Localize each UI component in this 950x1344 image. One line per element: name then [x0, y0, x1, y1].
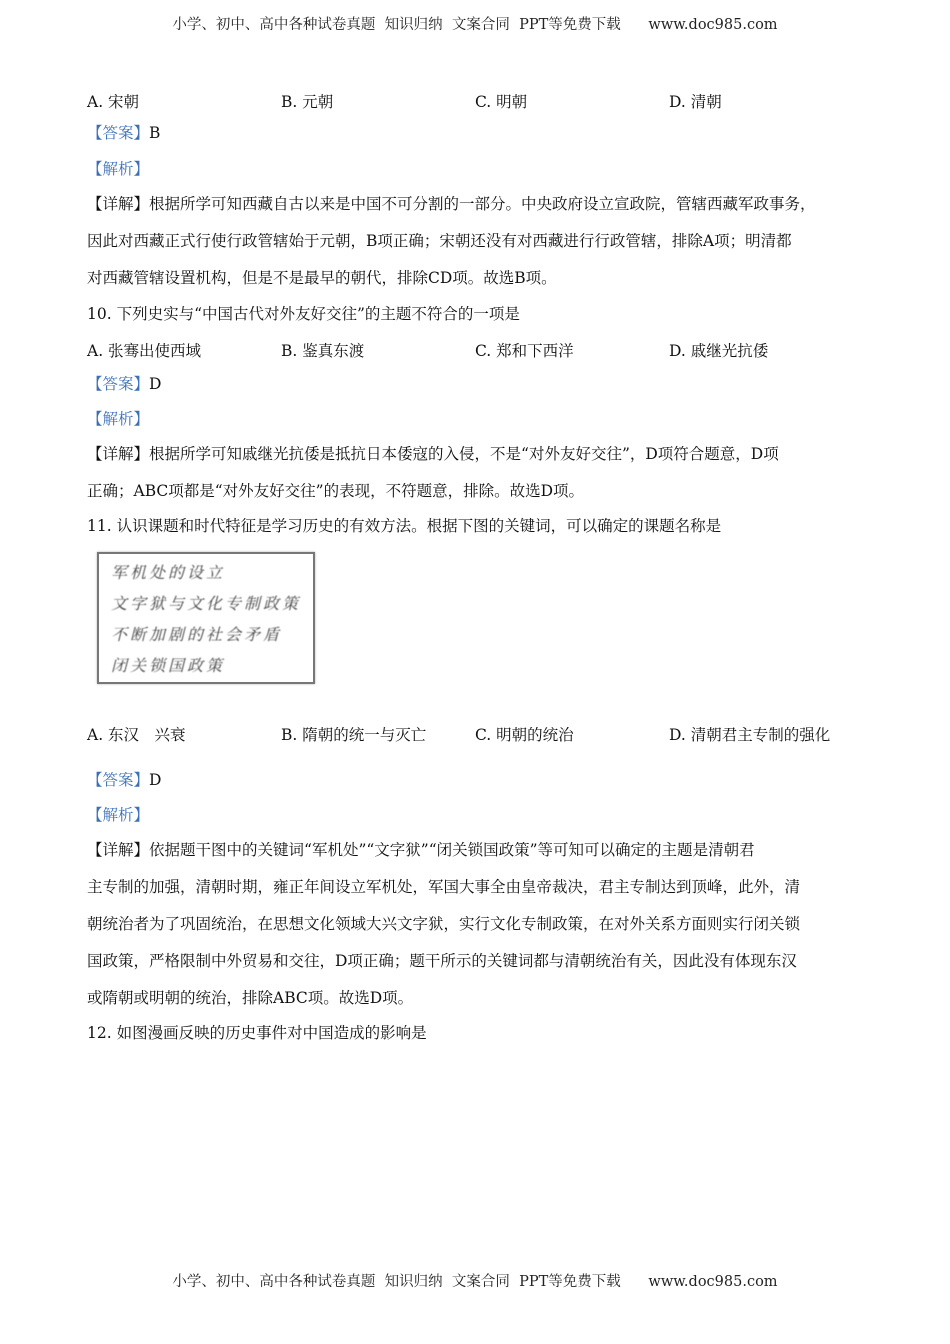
q12-question: 12. 如图漫画反映的历史事件对中国造成的影响是 [87, 1024, 427, 1042]
q10-detail-line [87, 444, 779, 464]
q11-detail-line [87, 840, 755, 860]
q9-option-c: C. 明朝 [475, 93, 528, 111]
q10-detail-line: 正确；ABC项都是“对外友好交往”的表现，不符题意，排除。故选D项。 [87, 482, 585, 500]
answer-value: D [149, 771, 162, 789]
q9-option-a: A. 宋朝 [87, 93, 140, 111]
q11-option-b: B. 隋朝的统一与灭亡 [281, 726, 427, 744]
q11-detail-line: 朝统治者为了巩固统治，在思想文化领域大兴文字狱，实行文化专制政策，在对外关系方面则实行闭关锁 [87, 915, 801, 933]
detail-label: 【详解】 [87, 195, 150, 213]
q11-answer [87, 770, 161, 790]
keyword-line: 文字狱与文化专制政策 [111, 594, 302, 613]
keyword-line: 不断加剧的社会矛盾 [111, 625, 283, 644]
answer-value: D [149, 375, 162, 393]
detail-label: 【详解】 [87, 841, 150, 859]
page-footer: 小学、初中、高中各种试卷真题 知识归纳 文案合同 PPT等免费下载 www.doc985.com [172, 1274, 778, 1290]
q10-option-a: A. 张骞出使西域 [87, 342, 202, 360]
answer-label: 【答案】 [87, 375, 150, 393]
keyword-line: 军机处的设立 [111, 563, 226, 582]
q10-option-c: C. 郑和下西洋 [475, 342, 574, 360]
keyword-line: 闭关锁国政策 [111, 656, 226, 675]
q9-detail-line: 对西藏管辖设置机构，但是不是最早的朝代，排除CD项。故选B项。 [87, 269, 557, 287]
q9-option-d: D. 清朝 [669, 93, 722, 111]
q11-detail-line: 主专制的加强，清朝时期，雍正年间设立军机处，军国大事全由皇帝裁决，君主专制达到顶峰，此外，清 [87, 878, 801, 896]
q11-question: 11. 认识课题和时代特征是学习历史的有效方法。根据下图的关键词，可以确定的课题名称是 [87, 517, 722, 535]
detail-text: 依据题干图中的关键词“军机处”“文字狱”“闭关锁国政策”等可知可以确定的主题是清朝君 [149, 841, 755, 859]
q11-option-c: C. 明朝的统治 [475, 726, 574, 744]
answer-label: 【答案】 [87, 124, 150, 142]
q10-option-b: B. 鉴真东渡 [281, 342, 365, 360]
q9-detail-line [87, 194, 816, 214]
q11-detail-line: 或隋朝或明朝的统治，排除ABC项。故选D项。 [87, 989, 414, 1007]
answer-label: 【答案】 [87, 771, 150, 789]
q9-analysis-label: 【解析】 [87, 160, 150, 178]
q11-detail-line: 国政策，严格限制中外贸易和交往，D项正确；题干所示的关键词都与清朝统治有关，因此没有体现东汉 [87, 952, 797, 970]
q10-analysis-label: 【解析】 [87, 410, 150, 428]
q11-analysis-label: 【解析】 [87, 806, 150, 824]
answer-value: B [149, 124, 161, 142]
q10-answer [87, 374, 161, 394]
detail-text: 根据所学可知西藏自古以来是中国不可分割的一部分。中央政府设立宣政院，管辖西藏军政事务， [149, 195, 816, 213]
q9-option-b: B. 元朝 [281, 93, 334, 111]
q9-answer [87, 123, 160, 143]
page-header: 小学、初中、高中各种试卷真题 知识归纳 文案合同 PPT等免费下载 www.doc985.com [172, 17, 778, 33]
detail-label: 【详解】 [87, 445, 150, 463]
q11-option-d: D. 清朝君主专制的强化 [669, 726, 831, 744]
detail-text: 根据所学可知戚继光抗倭是抵抗日本倭寇的入侵，不是“对外友好交往”，D项符合题意，D项 [149, 445, 779, 463]
q9-detail-line: 因此对西藏正式行使行政管辖始于元朝，B项正确；宋朝还没有对西藏进行行政管辖，排除A项；明清都 [87, 232, 792, 250]
q11-option-a: A. 东汉 兴衰 [87, 726, 186, 744]
q10-question: 10. 下列史实与“中国古代对外友好交往”的主题不符合的一项是 [87, 305, 520, 323]
keyword-image [97, 552, 315, 684]
q10-option-d: D. 戚继光抗倭 [669, 342, 769, 360]
